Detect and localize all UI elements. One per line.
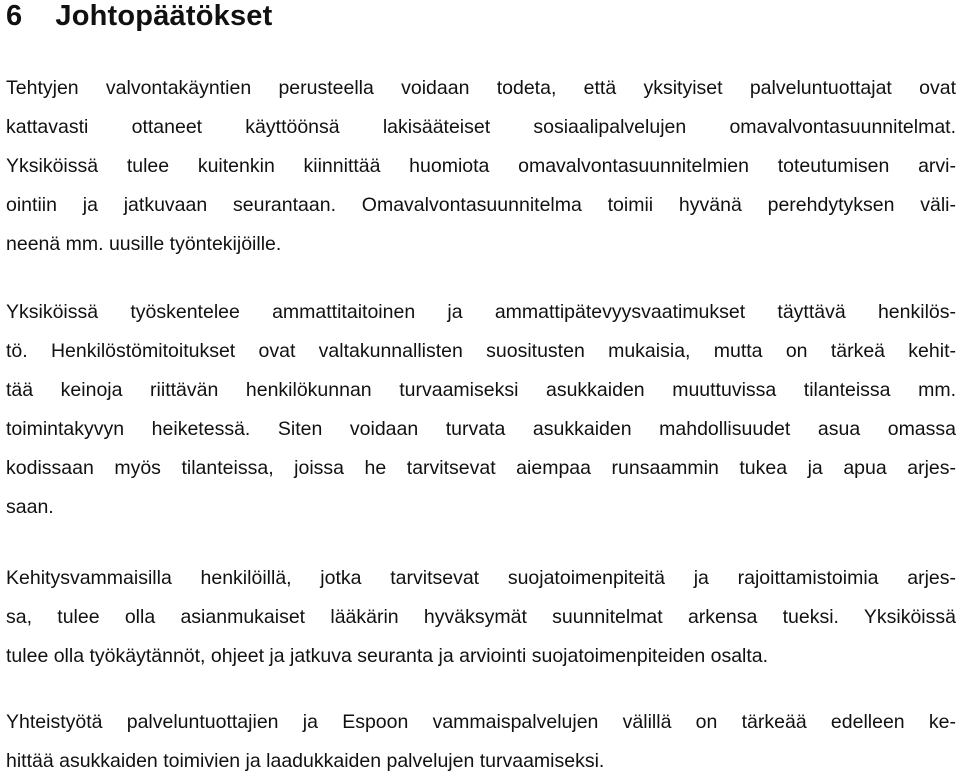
paragraph-line: saan. <box>6 496 54 518</box>
paragraph-line: tää keinoja riittävän henkilökunnan turvaamiseksi asukkaiden muuttuvissa tilanteissa mm. <box>6 379 956 401</box>
paragraph-line: Yksiköissä tulee kuitenkin kiinnittää huomiota omavalvontasuunnitelmien toteutumisen arvi- <box>6 155 956 177</box>
paragraph-line: neenä mm. uusille työntekijöille. <box>6 233 282 255</box>
paragraph-line: Tehtyjen valvontakäyntien perusteella voidaan todeta, että yksityiset palveluntuottajat ovat <box>6 77 956 99</box>
paragraph-line: Kehitysvammaisilla henkilöillä, jotka tarvitsevat suojatoimenpiteitä ja rajoittamistoimia arjes- <box>6 567 956 589</box>
section-title: Johtopäätökset <box>55 0 273 32</box>
paragraph-3 <box>6 559 956 676</box>
paragraph-line: tulee olla työkäytännöt, ohjeet ja jatkuva seuranta ja arviointi suojatoimenpiteiden osalta. <box>6 645 769 667</box>
paragraph-line: ointiin ja jatkuvaan seurantaan. Omavalvontasuunnitelma toimii hyvänä perehdytyksen väli- <box>6 194 956 216</box>
paragraph-line: kodissaan myös tilanteissa, joissa he tarvitsevat aiempaa runsaammin tukea ja apua arjes- <box>6 457 956 479</box>
section-heading <box>6 0 956 32</box>
paragraph-1 <box>6 69 956 264</box>
paragraph-line: sa, tulee olla asianmukaiset lääkärin hyväksymät suunnitelmat arkensa tueksi. Yksiköissä <box>6 606 956 628</box>
paragraph-line: hittää asukkaiden toimivien ja laadukkaiden palvelujen turvaamiseksi. <box>6 750 605 772</box>
paragraph-line: Yksiköissä työskentelee ammattitaitoinen ja ammattipätevyysvaatimukset täyttävä henkilös- <box>6 301 956 323</box>
paragraph-line: kattavasti ottaneet käyttöönsä lakisääteiset sosiaalipalvelujen omavalvontasuunnitelmat. <box>6 116 956 138</box>
document-page <box>6 0 956 772</box>
paragraph-line: toimintakyvyn heiketessä. Siten voidaan turvata asukkaiden mahdollisuudet asua omassa <box>6 418 956 440</box>
paragraph-4 <box>6 703 956 781</box>
section-number: 6 <box>6 0 23 32</box>
paragraph-line: tö. Henkilöstömitoitukset ovat valtakunnallisten suositusten mukaisia, mutta on tärkeä kehit- <box>6 340 956 362</box>
paragraph-line: Yhteistyötä palveluntuottajien ja Espoon vammaispalvelujen välillä on tärkeää edelleen ke- <box>6 711 956 733</box>
paragraph-2 <box>6 293 956 527</box>
